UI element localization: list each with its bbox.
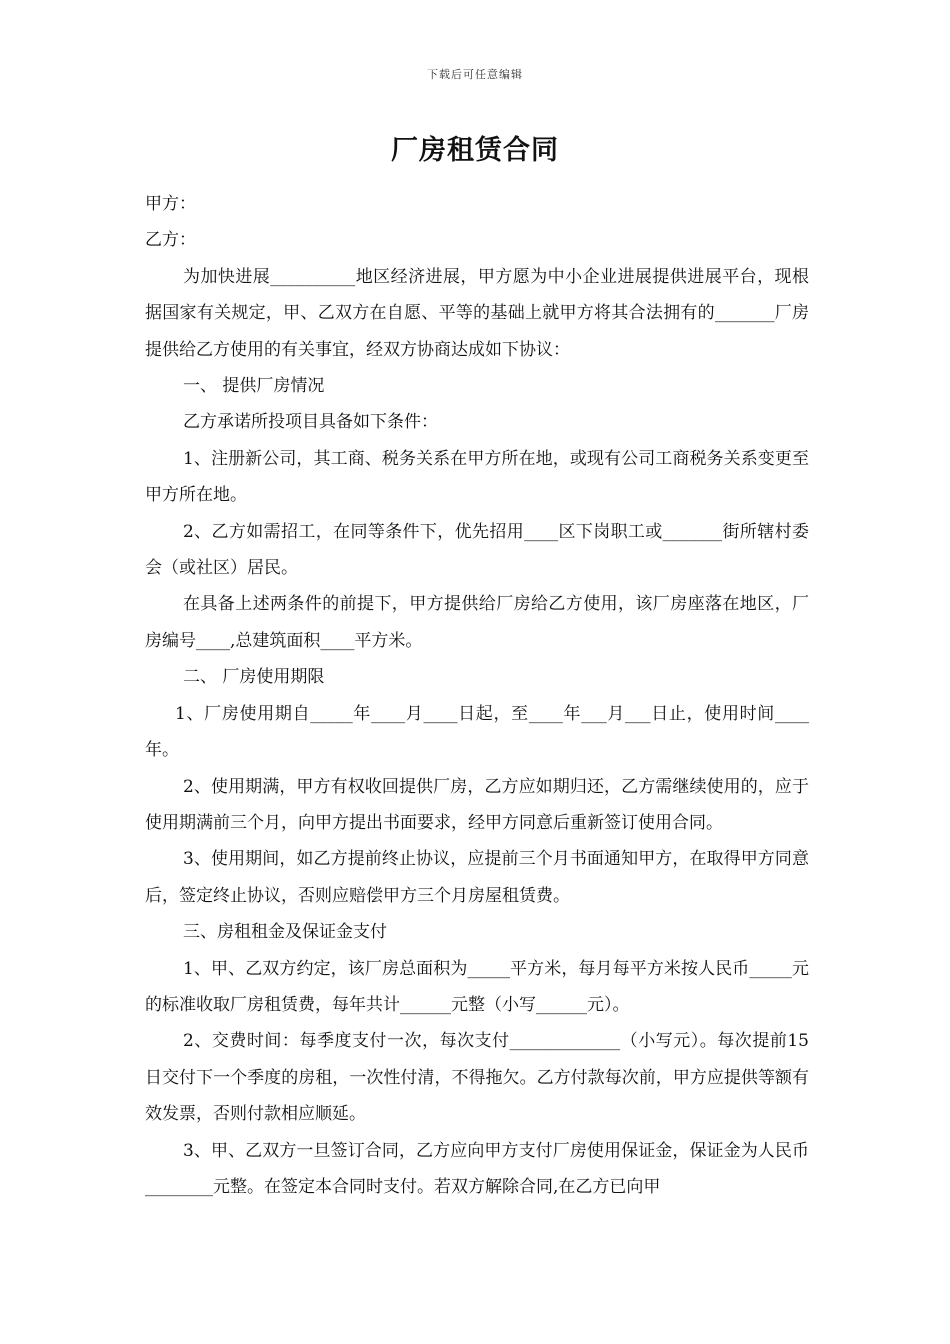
paragraph-rent-1: 1、甲、乙双方约定，该厂房总面积为_____平方米，每月每平方米按人民币_____元的标准收取厂房租赁费，每年共计______元整（小写______元）。: [145, 958, 809, 1015]
party-b-line: 乙方：: [145, 230, 196, 251]
section-heading-2: 二、 厂房使用期限: [183, 667, 325, 688]
paragraph-rent-2: 2、交费时间：每季度支付一次，每次支付_____________（小写元）。每次提前15日交付下一个季度的房租，一次性付清，不得拖欠。乙方付款每次前，甲方应提供等额有效发票，否则付款相应顺延。: [145, 1031, 809, 1125]
header-note: 下载后可任意编辑: [427, 68, 523, 81]
party-a-line: 甲方：: [145, 194, 196, 214]
paragraph-term-2: 2、使用期满，甲方有权收回提供厂房，乙方应如期归还，乙方需继续使用的，应于使用期满前三个月，向甲方提出书面要求，经甲方同意后重新签订使用合同。: [145, 776, 809, 833]
paragraph-premises: 在具备上述两条件的前提下，甲方提供给厂房给乙方使用，该厂房座落在地区，厂房编号____,总建筑面积____平方米。: [145, 594, 809, 651]
preamble-paragraph: 为加快进展__________地区经济进展，甲方愿为中小企业进展提供进展平台，现根据国家有关规定，甲、乙双方在自愿、平等的基础上就甲方将其合法拥有的_______厂房提供给乙方使用的有关事宜，经双方协商达成如下协议：: [145, 266, 809, 360]
document-body: [145, 186, 809, 1205]
paragraph-rent-3: 3、甲、乙双方一旦签订合同，乙方应向甲方支付厂房使用保证金，保证金为人民币________元整。在签定本合同时支付。若双方解除合同,在乙方已向甲: [145, 1140, 809, 1197]
section-heading-3: 三、房租租金及保证金支付: [183, 922, 387, 943]
document-title: 厂房租赁合同: [391, 135, 559, 166]
section-heading-1: 一、 提供厂房情况: [183, 376, 325, 397]
paragraph-term-1: 1、厂房使用期自_____年____月____日起，至____年___月___日止，使用时间____年。: [145, 703, 809, 761]
paragraph-conditions-intro: 乙方承诺所投项目具备如下条件：: [183, 412, 438, 433]
paragraph-term-3: 3、使用期间，如乙方提前终止协议，应提前三个月书面通知甲方，在取得甲方同意后，签定终止协议，否则应赔偿甲方三个月房屋租赁费。: [145, 849, 809, 906]
paragraph-condition-1: 1、注册新公司，其工商、税务关系在甲方所在地，或现有公司工商税务关系变更至甲方所在地。: [145, 448, 809, 506]
paragraph-condition-2: 2、乙方如需招工，在同等条件下，优先招用____区下岗职工或_______街所辖村委会（或社区）居民。: [145, 521, 809, 579]
